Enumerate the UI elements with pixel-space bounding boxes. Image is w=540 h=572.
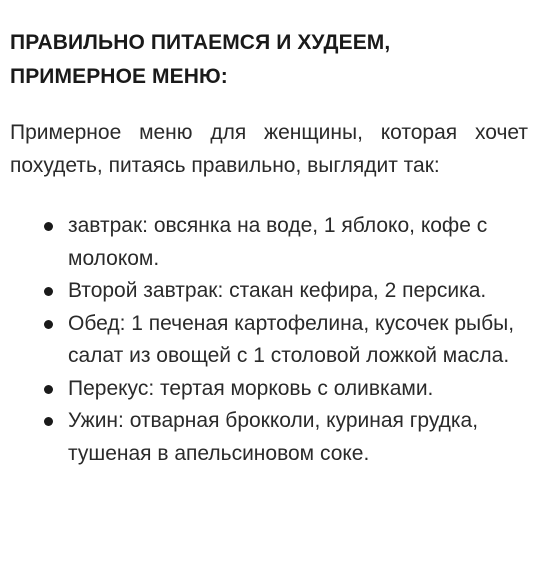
menu-item-breakfast xyxy=(10,210,528,275)
intro-paragraph: Примерное меню для женщины, которая хочет похудеть, питаясь правильно, выглядит так: xyxy=(10,121,528,177)
article-title: ПРАВИЛЬНО ПИТАЕМСЯ И ХУДЕЕМ, ПРИМЕРНОЕ МЕНЮ: xyxy=(10,31,391,88)
bullet-dot xyxy=(44,287,53,296)
menu-item-text: завтрак: овсянка на воде, 1 яблоко, кофе с молоком. xyxy=(68,214,488,270)
bullet-dot xyxy=(44,320,53,329)
menu-item-dinner xyxy=(10,405,528,470)
menu-item-second-breakfast xyxy=(10,275,528,308)
bullet-dot xyxy=(44,385,53,394)
menu-item-text: Перекус: тертая морковь с оливками. xyxy=(68,376,434,400)
bullet-dot xyxy=(44,417,53,426)
bullet-dot xyxy=(44,222,53,231)
menu-item-text: Ужин: отварная брокколи, куриная грудка, тушеная в апельсиновом соке. xyxy=(68,409,479,465)
menu-list xyxy=(10,210,528,470)
article xyxy=(10,26,528,470)
menu-item-text: Второй завтрак: стакан кефира, 2 персика. xyxy=(68,279,487,302)
menu-item-lunch xyxy=(10,308,528,373)
menu-item-text: Обед: 1 печеная картофелина, кусочек рыбы, салат из овощей с 1 столовой ложкой масла. xyxy=(68,311,515,367)
menu-item-snack xyxy=(10,373,528,406)
